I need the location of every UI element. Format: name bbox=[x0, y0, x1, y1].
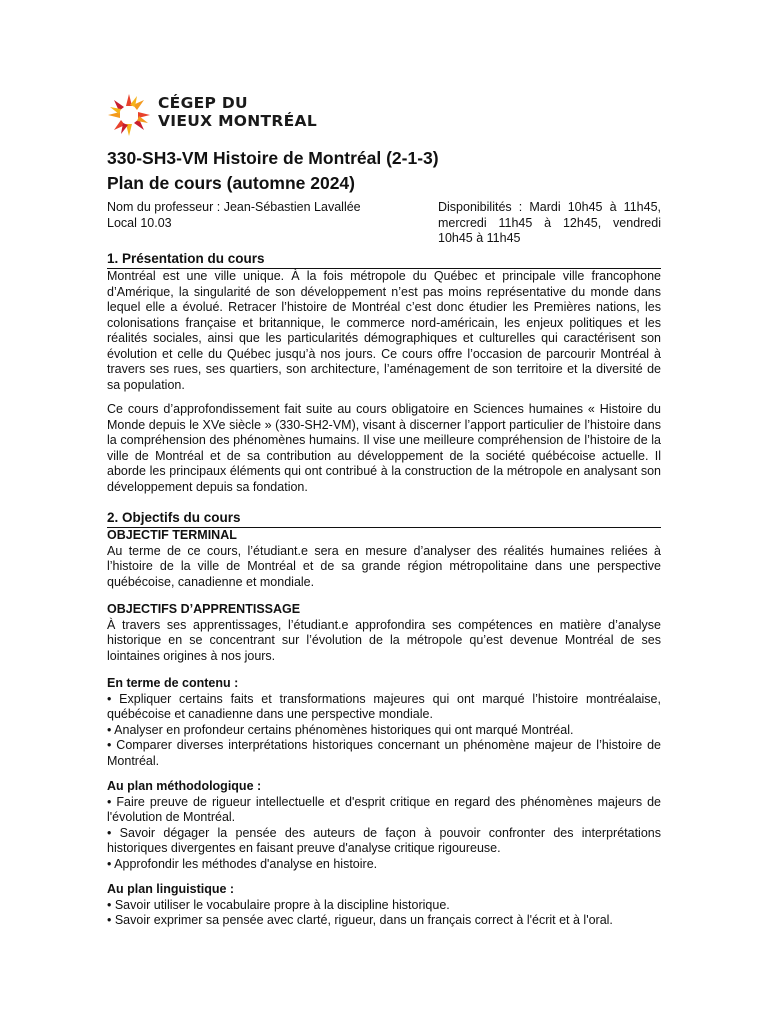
cegep-logo bbox=[106, 92, 346, 138]
content-list bbox=[107, 692, 661, 770]
list-item: • Savoir utiliser le vocabulaire propre à la discipline historique. bbox=[107, 897, 450, 912]
linguistic-list bbox=[107, 898, 661, 929]
logo-line-1: CÉGEP DU bbox=[158, 94, 248, 112]
plan-title: Plan de cours (automne 2024) bbox=[107, 173, 355, 193]
professor-name: Nom du professeur : Jean-Sébastien Lavallée bbox=[107, 200, 361, 214]
list-item: • Comparer diverses interprétations historiques concernant un phénomène majeur de l’histoire de Montréal. bbox=[107, 738, 661, 768]
section-heading-presentation: 1. Présentation du cours bbox=[107, 251, 661, 269]
course-title: 330-SH3-VM Histoire de Montréal (2-1-3) bbox=[107, 148, 439, 168]
content-heading: En terme de contenu : bbox=[107, 676, 239, 690]
presentation-paragraph-1: Montréal est une ville unique. À la fois métropole du Québec et principale ville francophone d’Amérique, la singularité de son développement n’est pas moins représentative du monde dans lequel elle a évolué. Retracer l’histoire de Montréal c’est donc étudier les Premières nations, les colonisations française et britannique, le commerce nord-américain, les enjeux politiques et les réalités sociales, ainsi que les particularités démographiques et culturelles qui caractérisent son évolution et celle du Québec jusqu’à nos jours. Ce cours offre l’occasion de parcourir Montréal à travers ses rues, ses quartiers, son architecture, l’aménagement de son territoire et la diversité de sa population. bbox=[107, 269, 661, 392]
methodology-heading: Au plan méthodologique : bbox=[107, 779, 262, 793]
presentation-paragraph-2: Ce cours d’approfondissement fait suite au cours obligatoire en Sciences humaines « Histoire du Monde depuis le XVe siècle » (330-SH2-VM), visant à discerner l’apport particulier de l’histoire dans la compréhension des phénomènes humains. Il vise une meilleure compréhension de l’histoire de la ville de Montréal et de sa contribution au développement de la société québécoise actuelle. Il aborde les principaux éléments qui ont contribué à la construction de la métropole en analysant son développement depuis sa fondation. bbox=[107, 402, 661, 494]
logo-line-2: VIEUX MONTRÉAL bbox=[158, 112, 318, 130]
availability: Disponibilités : Mardi 10h45 à 11h45, mercredi 11h45 à 12h45, vendredi 10h45 à 11h45 bbox=[438, 200, 661, 245]
course-plan bbox=[107, 146, 661, 929]
course-meta bbox=[107, 200, 661, 248]
terminal-objective-heading: OBJECTIF TERMINAL bbox=[107, 528, 237, 542]
terminal-objective-text: Au terme de ce cours, l’étudiant.e sera en mesure d’analyser des réalités humaines reliées à l’histoire de la ville de Montréal et de sa grande région métropolitaine dans une perspective québécoise, canadienne et mondiale. bbox=[107, 543, 661, 589]
list-item: • Savoir dégager la pensée des auteurs de façon à pouvoir confronter des interprétations historiques divergentes en faisant preuve d'analyse critique rigoureuse. bbox=[107, 825, 661, 855]
list-item: • Expliquer certains faits et transformations majeures qui ont marqué l’histoire montréalaise, québécoise et canadienne dans une perspective mondiale. bbox=[107, 691, 661, 721]
linguistic-heading: Au plan linguistique : bbox=[107, 882, 235, 896]
learning-objectives-heading: OBJECTIFS D’APPRENTISSAGE bbox=[107, 602, 301, 616]
list-item: • Faire preuve de rigueur intellectuelle et d'esprit critique en regard des phénomènes majeurs de l'évolution de Montréal. bbox=[107, 794, 661, 824]
list-item: • Approfondir les méthodes d'analyse en histoire. bbox=[107, 856, 378, 871]
room-number: Local 10.03 bbox=[107, 215, 172, 230]
list-item: • Analyser en profondeur certains phénomènes historiques qui ont marqué Montréal. bbox=[107, 722, 574, 737]
section-heading-objectives: 2. Objectifs du cours bbox=[107, 510, 661, 528]
methodology-list bbox=[107, 795, 661, 873]
starburst-logo-icon bbox=[106, 92, 152, 138]
list-item: • Savoir exprimer sa pensée avec clarté, rigueur, dans un français correct à l'écrit et à l'oral. bbox=[107, 913, 613, 927]
learning-objectives-text: À travers ses apprentissages, l’étudiant.e approfondira ses compétences en matière d’analyse historique en se concentrant sur l’évolution de la métropole qu’est devenue Montréal de ses lointaines origines à nos jours. bbox=[107, 617, 661, 663]
